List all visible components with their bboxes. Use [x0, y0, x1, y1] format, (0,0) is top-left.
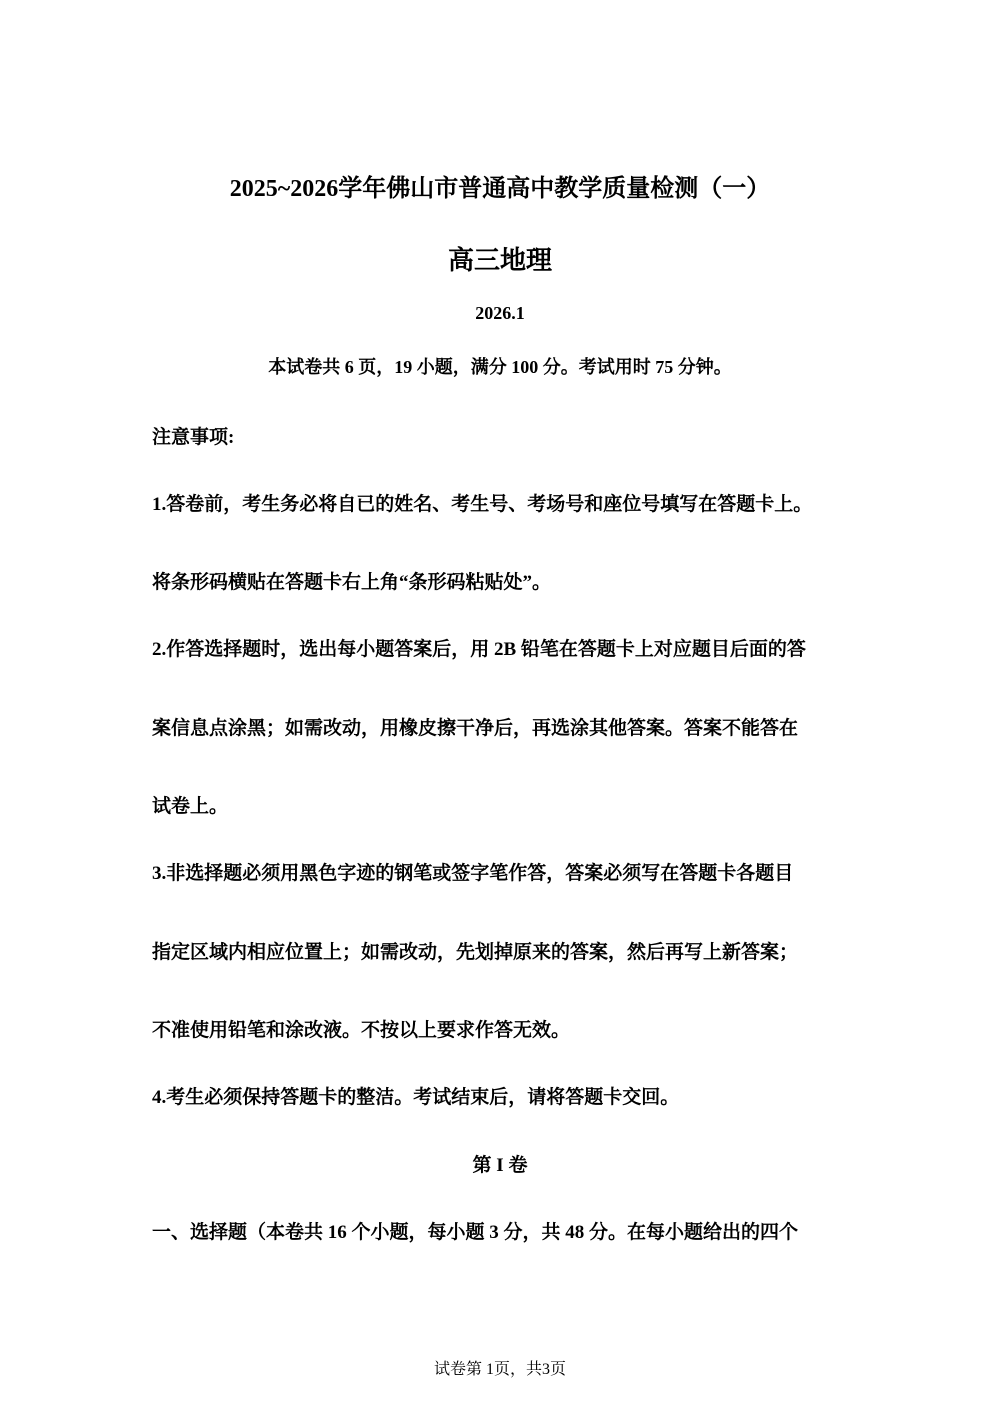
notice-line: 1.答卷前，考生务必将自已的姓名、考生号、考场号和座位号填写在答题卡上。	[152, 494, 813, 515]
notice-line: 4.考生必须保持答题卡的整洁。考试结束后，请将答题卡交回。	[152, 1087, 680, 1108]
notice-line: 试卷上。	[152, 796, 229, 817]
notice-line: 3.非选择题必须用黑色字迹的钢笔或签字笔作答，答案必须写在答题卡各题目	[152, 863, 794, 884]
page-footer: 试卷第 1页，共3页	[433, 1361, 566, 1378]
notice-heading: 注意事项:	[152, 427, 235, 448]
subject-title: 高三地理	[447, 246, 552, 275]
section-heading: 第 I 卷	[472, 1155, 528, 1176]
section-intro: 一、选择题（本卷共 16 个小题，每小题 3 分，共 48 分。在每小题给出的四个	[152, 1222, 799, 1243]
notice-line: 将条形码横贴在答题卡右上角“条形码粘贴处”。	[152, 572, 552, 593]
notice-line: 指定区域内相应位置上；如需改动，先划掉原来的答案，然后再写上新答案；	[152, 942, 799, 963]
exam-date: 2026.1	[475, 303, 525, 323]
notice-line: 案信息点涂黑；如需改动，用橡皮擦干净后，再选涂其他答案。答案不能答在	[152, 718, 799, 739]
document-title: 2025~2026学年佛山市普通高中教学质量检测（一）	[229, 176, 771, 202]
notice-line: 不准使用铅笔和涂改液。不按以上要求作答无效。	[152, 1020, 571, 1041]
exam-summary: 本试卷共 6 页，19 小题，满分 100 分。考试用时 75 分钟。	[268, 357, 732, 377]
notice-line: 2.作答选择题时，选出每小题答案后，用 2B 铅笔在答题卡上对应题目后面的答	[152, 639, 806, 660]
